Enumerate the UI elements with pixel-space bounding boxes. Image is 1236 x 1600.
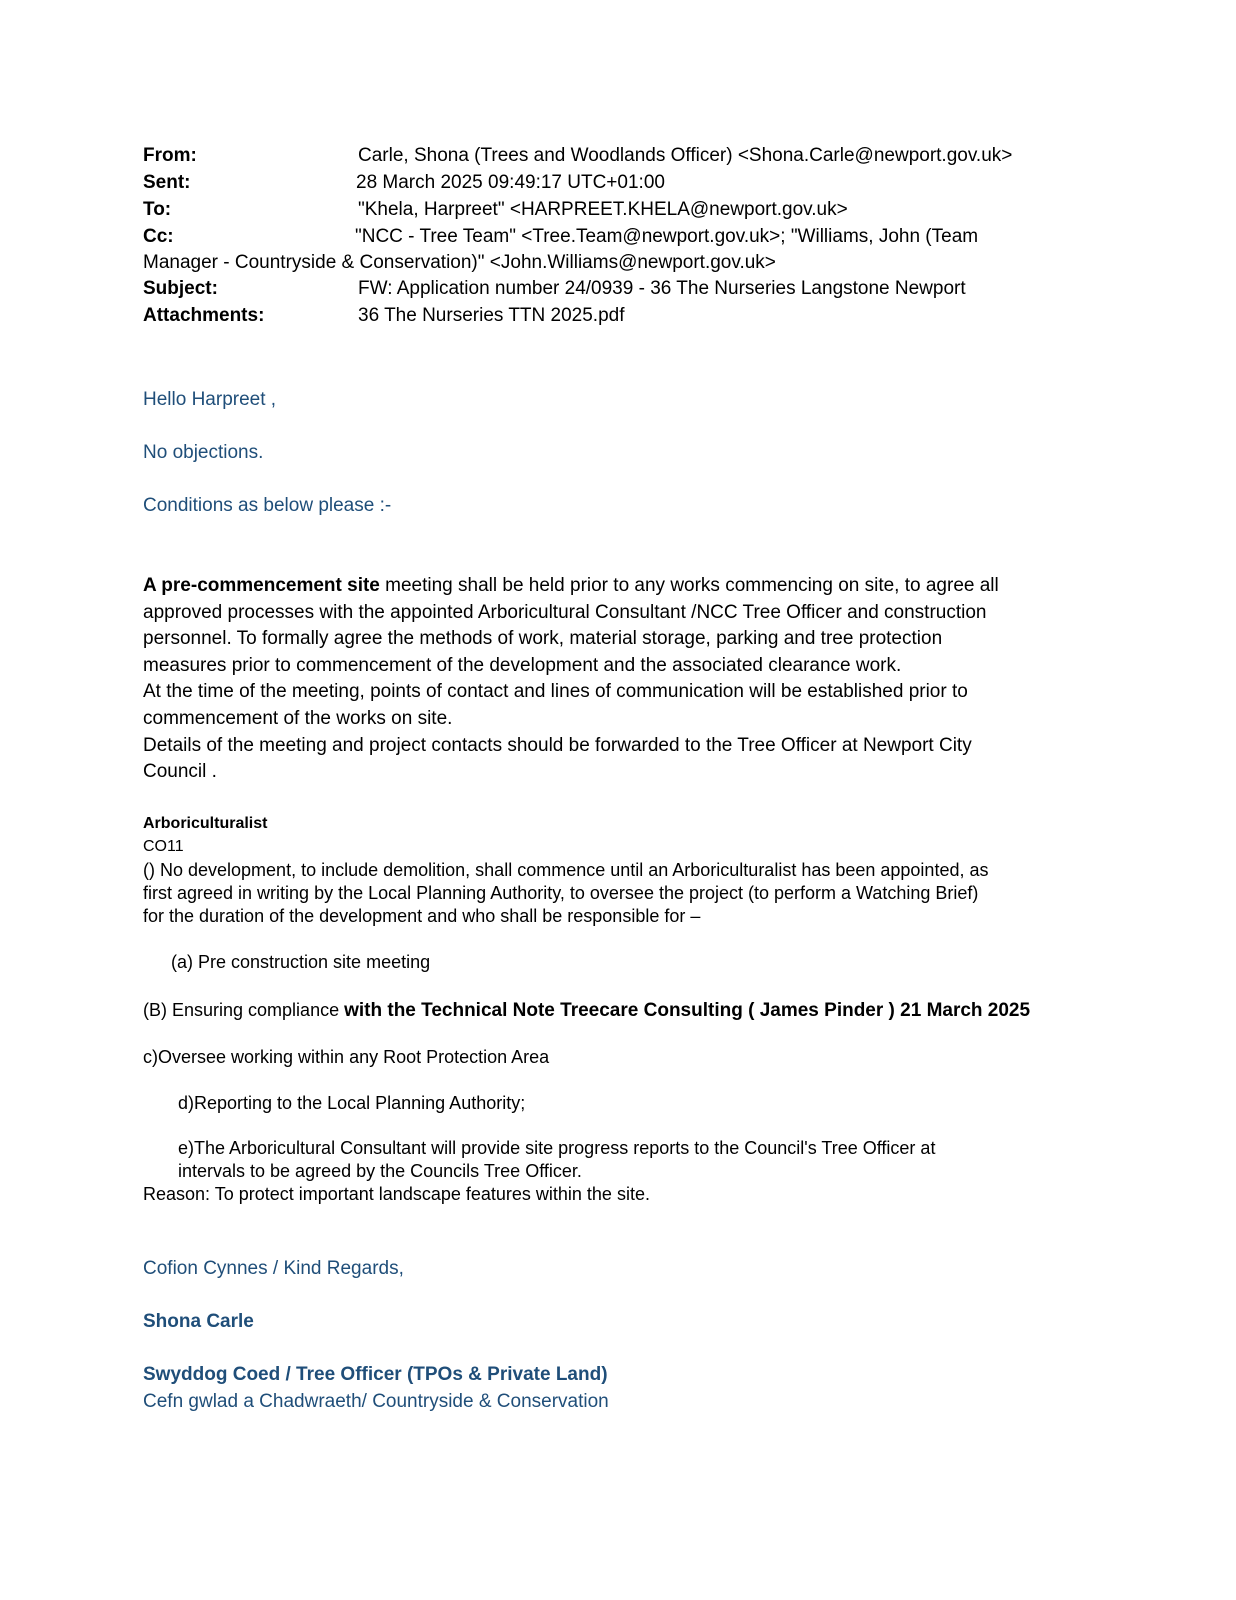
- item-e-line1: e)The Arboricultural Consultant will provide site progress reports to the Council's Tree Officer at: [178, 1138, 936, 1158]
- no-objections: No objections.: [143, 442, 264, 463]
- precommencement-line1: A pre-commencement site meeting shall be held prior to any works commencing on site, to agree all: [143, 575, 999, 596]
- reason: Reason: To protect important landscape features within the site.: [143, 1184, 650, 1204]
- cc-value-line2: Manager - Countryside & Conservation)" <John.Williams@newport.gov.uk>: [143, 252, 776, 273]
- sent-value: 28 March 2025 09:49:17 UTC+01:00: [356, 172, 665, 193]
- to-label: To:: [143, 199, 172, 220]
- cc-value-line1: "NCC - Tree Team" <Tree.Team@newport.gov.uk>; "Williams, John (Team: [355, 226, 979, 247]
- subject-value: FW: Application number 24/0939 - 36 The Nurseries Langstone Newport: [358, 278, 966, 299]
- precommencement-line3: personnel. To formally agree the methods of work, material storage, parking and tree protection: [143, 628, 943, 649]
- attachment-link[interactable]: 36 The Nurseries TTN 2025.pdf: [358, 305, 625, 326]
- conditions-intro: Conditions as below please :-: [143, 495, 392, 516]
- from-label: From:: [143, 145, 197, 166]
- precommencement-line8: Council .: [143, 761, 217, 782]
- sent-label: Sent:: [143, 172, 191, 193]
- precommencement-bold: A pre-commencement site: [143, 575, 380, 596]
- regards: Cofion Cynnes / Kind Regards,: [143, 1258, 404, 1279]
- precommencement-line4: measures prior to commencement of the development and the associated clearance work.: [143, 655, 902, 676]
- attachments-label: Attachments:: [143, 305, 265, 326]
- signature-title: Swyddog Coed / Tree Officer (TPOs & Private Land): [143, 1364, 608, 1385]
- from-value: Carle, Shona (Trees and Woodlands Officer) <Shona.Carle@newport.gov.uk>: [358, 145, 1013, 166]
- precommencement-line5: At the time of the meeting, points of contact and lines of communication will be established prior to: [143, 681, 968, 702]
- condition-code: CO11: [143, 838, 184, 855]
- signature-department: Cefn gwlad a Chadwraeth/ Countryside & Conservation: [143, 1391, 609, 1412]
- arb-para-line3: for the duration of the development and who shall be responsible for –: [143, 906, 701, 926]
- precommencement-line6: commencement of the works on site.: [143, 708, 453, 729]
- greeting: Hello Harpreet ,: [143, 389, 277, 410]
- arboriculturalist-heading: Arboriculturalist: [143, 815, 268, 832]
- item-a: (a) Pre construction site meeting: [171, 952, 431, 972]
- item-e-line2: intervals to be agreed by the Councils Tree Officer.: [178, 1161, 582, 1181]
- item-c: c)Oversee working within any Root Protection Area: [143, 1047, 550, 1067]
- precommencement-line2: approved processes with the appointed Arboricultural Consultant /NCC Tree Officer and construction: [143, 602, 987, 623]
- precommencement-line7: Details of the meeting and project contacts should be forwarded to the Tree Officer at Newport City: [143, 735, 972, 756]
- subject-label: Subject:: [143, 278, 218, 299]
- arb-para-line1: () No development, to include demolition, shall commence until an Arboriculturalist has been appointed, as: [143, 860, 989, 880]
- item-b: (B) Ensuring compliance with the Technical Note Treecare Consulting ( James Pinder ) 21 March 2025: [143, 1000, 1031, 1021]
- signature-name: Shona Carle: [143, 1311, 254, 1332]
- cc-label: Cc:: [143, 226, 174, 247]
- arb-para-line2: first agreed in writing by the Local Planning Authority, to oversee the project (to perform a Watching Brief): [143, 883, 979, 903]
- item-d: d)Reporting to the Local Planning Authority;: [178, 1093, 526, 1113]
- to-value: "Khela, Harpreet" <HARPREET.KHELA@newport.gov.uk>: [358, 199, 848, 220]
